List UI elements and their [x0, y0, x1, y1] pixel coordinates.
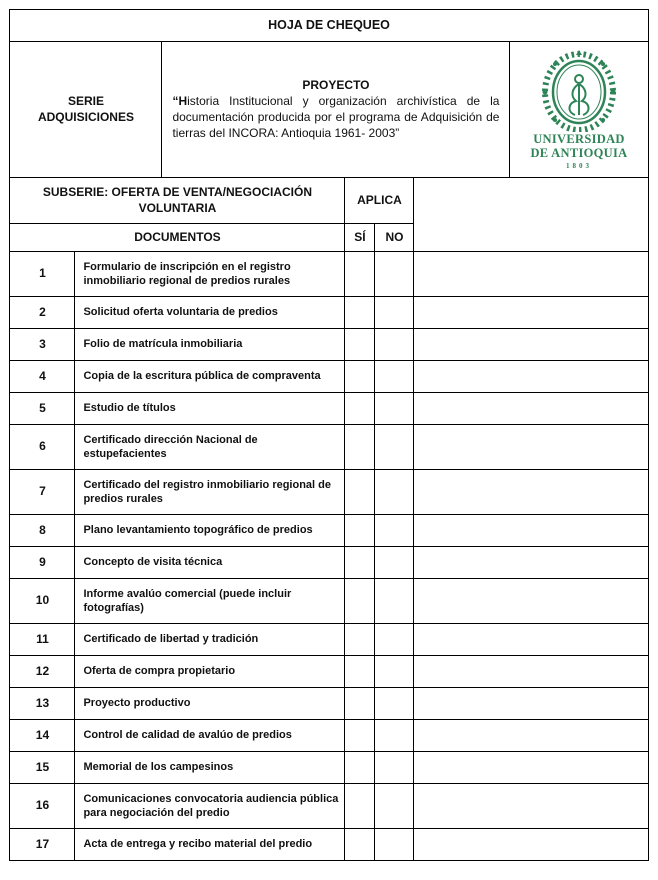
- doc-number: 10: [10, 579, 75, 624]
- aplica-no-cell[interactable]: [375, 720, 414, 752]
- aplica-no-cell[interactable]: [375, 547, 414, 579]
- table-row: [10, 361, 648, 393]
- project-row: [10, 42, 648, 178]
- doc-name: Acta de entrega y recibo material del predio: [75, 829, 345, 861]
- table-row: [10, 547, 648, 579]
- doc-name: Concepto de visita técnica: [75, 547, 345, 579]
- doc-name: Solicitud oferta voluntaria de predios: [75, 297, 345, 329]
- doc-number: 13: [10, 688, 75, 720]
- observation-cell[interactable]: [414, 515, 648, 547]
- doc-name: Plano levantamiento topográfico de predios: [75, 515, 345, 547]
- doc-name: Certificado de libertad y tradición: [75, 624, 345, 656]
- observation-cell[interactable]: [414, 547, 648, 579]
- serie-value: ADQUISICIONES: [37, 109, 134, 124]
- doc-number: 17: [10, 829, 75, 861]
- aplica-si-cell[interactable]: [345, 688, 375, 720]
- proyecto-cell: [162, 42, 510, 178]
- si-header: SÍ: [345, 224, 375, 252]
- table-row: [10, 784, 648, 829]
- observation-cell[interactable]: [414, 688, 648, 720]
- doc-name: Proyecto productivo: [75, 688, 345, 720]
- table-row: [10, 252, 648, 297]
- aplica-no-cell[interactable]: [375, 252, 414, 297]
- aplica-si-cell[interactable]: [345, 720, 375, 752]
- universidad-de-antioquia-crest-icon: [533, 48, 625, 132]
- table-row: [10, 515, 648, 547]
- aplica-si-cell[interactable]: [345, 393, 375, 425]
- no-header: NO: [375, 224, 414, 252]
- doc-number: 7: [10, 470, 75, 515]
- aplica-si-cell[interactable]: [345, 579, 375, 624]
- observation-cell[interactable]: [414, 752, 648, 784]
- aplica-si-cell[interactable]: [345, 752, 375, 784]
- doc-name: Formulario de inscripción en el registro inmobiliario regional de predios rurales: [75, 252, 345, 297]
- aplica-no-cell[interactable]: [375, 656, 414, 688]
- aplica-no-cell[interactable]: [375, 393, 414, 425]
- aplica-si-cell[interactable]: [345, 252, 375, 297]
- doc-number: 4: [10, 361, 75, 393]
- observation-cell[interactable]: [414, 297, 648, 329]
- aplica-no-cell[interactable]: [375, 752, 414, 784]
- doc-name: Comunicaciones convocatoria audiencia pública para negociación del predio: [75, 784, 345, 829]
- doc-number: 2: [10, 297, 75, 329]
- table-row: [10, 470, 648, 515]
- aplica-no-cell[interactable]: [375, 515, 414, 547]
- observation-cell[interactable]: [414, 829, 648, 861]
- logo-text-line1: UNIVERSIDAD: [533, 132, 625, 147]
- subserie-row: [10, 178, 648, 224]
- aplica-si-cell[interactable]: [345, 470, 375, 515]
- logo-cell: [510, 42, 648, 178]
- table-row: [10, 656, 648, 688]
- aplica-no-cell[interactable]: [375, 329, 414, 361]
- observation-cell[interactable]: [414, 470, 648, 515]
- table-row: [10, 624, 648, 656]
- doc-number: 15: [10, 752, 75, 784]
- page-title: HOJA DE CHEQUEO: [10, 10, 648, 42]
- doc-number: 8: [10, 515, 75, 547]
- aplica-no-cell[interactable]: [375, 579, 414, 624]
- doc-number: 9: [10, 547, 75, 579]
- doc-number: 11: [10, 624, 75, 656]
- aplica-si-cell[interactable]: [345, 425, 375, 470]
- table-row: [10, 752, 648, 784]
- table-row: [10, 720, 648, 752]
- observation-cell[interactable]: [414, 425, 648, 470]
- aplica-si-cell[interactable]: [345, 829, 375, 861]
- checklist-table: [9, 9, 648, 861]
- observation-cell[interactable]: [414, 252, 648, 297]
- observation-cell[interactable]: [414, 361, 648, 393]
- title-row: [10, 10, 648, 42]
- aplica-si-cell[interactable]: [345, 297, 375, 329]
- doc-number: 6: [10, 425, 75, 470]
- aplica-si-cell[interactable]: [345, 784, 375, 829]
- aplica-no-cell[interactable]: [375, 425, 414, 470]
- table-row: [10, 329, 648, 361]
- doc-name: Oferta de compra propietario: [75, 656, 345, 688]
- observation-cell[interactable]: [414, 720, 648, 752]
- proyecto-text: “Historia Institucional y organización archivística de la documentación producida por el programa de Adquisición de tierras del INCORA: Antioquia 1961- 2003”: [172, 94, 500, 140]
- doc-name: Estudio de títulos: [75, 393, 345, 425]
- page: [0, 9, 658, 880]
- doc-name: Copia de la escritura pública de compraventa: [75, 361, 345, 393]
- observation-cell[interactable]: [414, 624, 648, 656]
- doc-number: 14: [10, 720, 75, 752]
- doc-number: 16: [10, 784, 75, 829]
- table-row: [10, 688, 648, 720]
- aplica-no-cell[interactable]: [375, 784, 414, 829]
- table-row: [10, 297, 648, 329]
- aplica-no-cell[interactable]: [375, 297, 414, 329]
- observation-cell[interactable]: [414, 579, 648, 624]
- aplica-si-cell[interactable]: [345, 656, 375, 688]
- aplica-header: APLICA: [345, 178, 414, 224]
- serie-cell: [10, 42, 162, 178]
- logo-year: 1803: [566, 161, 592, 170]
- aplica-si-cell[interactable]: [345, 515, 375, 547]
- aplica-si-cell[interactable]: [345, 624, 375, 656]
- table-row: [10, 829, 648, 861]
- aplica-si-cell[interactable]: [345, 329, 375, 361]
- table-row: [10, 579, 648, 624]
- proyecto-label: PROYECTO: [302, 77, 370, 92]
- aplica-no-cell[interactable]: [375, 470, 414, 515]
- doc-number: 5: [10, 393, 75, 425]
- aplica-si-cell[interactable]: [345, 547, 375, 579]
- doc-number: 12: [10, 656, 75, 688]
- aplica-no-cell[interactable]: [375, 361, 414, 393]
- documentos-header: DOCUMENTOS: [10, 224, 345, 252]
- doc-name: Informe avalúo comercial (puede incluir fotografías): [75, 579, 345, 624]
- doc-name: Memorial de los campesinos: [75, 752, 345, 784]
- aplica-no-cell[interactable]: [375, 688, 414, 720]
- logo-text-line2: DE ANTIOQUIA: [530, 146, 628, 161]
- table-row: [10, 425, 648, 470]
- aplica-si-cell[interactable]: [345, 361, 375, 393]
- observation-cell[interactable]: [414, 393, 648, 425]
- serie-label: SERIE: [67, 93, 104, 108]
- doc-number: 1: [10, 252, 75, 297]
- observation-cell[interactable]: [414, 329, 648, 361]
- doc-name: Certificado dirección Nacional de estupefacientes: [75, 425, 345, 470]
- aplica-no-cell[interactable]: [375, 624, 414, 656]
- observation-cell[interactable]: [414, 784, 648, 829]
- doc-name: Folio de matrícula inmobiliaria: [75, 329, 345, 361]
- doc-name: Certificado del registro inmobiliario regional de predios rurales: [75, 470, 345, 515]
- table-row: [10, 393, 648, 425]
- observation-cell[interactable]: [414, 656, 648, 688]
- observations-header-cell[interactable]: [414, 178, 648, 252]
- doc-name: Control de calidad de avalúo de predios: [75, 720, 345, 752]
- subserie-label: SUBSERIE: OFERTA DE VENTA/NEGOCIACIÓN VOLUNTARIA: [10, 178, 345, 224]
- doc-number: 3: [10, 329, 75, 361]
- aplica-no-cell[interactable]: [375, 829, 414, 861]
